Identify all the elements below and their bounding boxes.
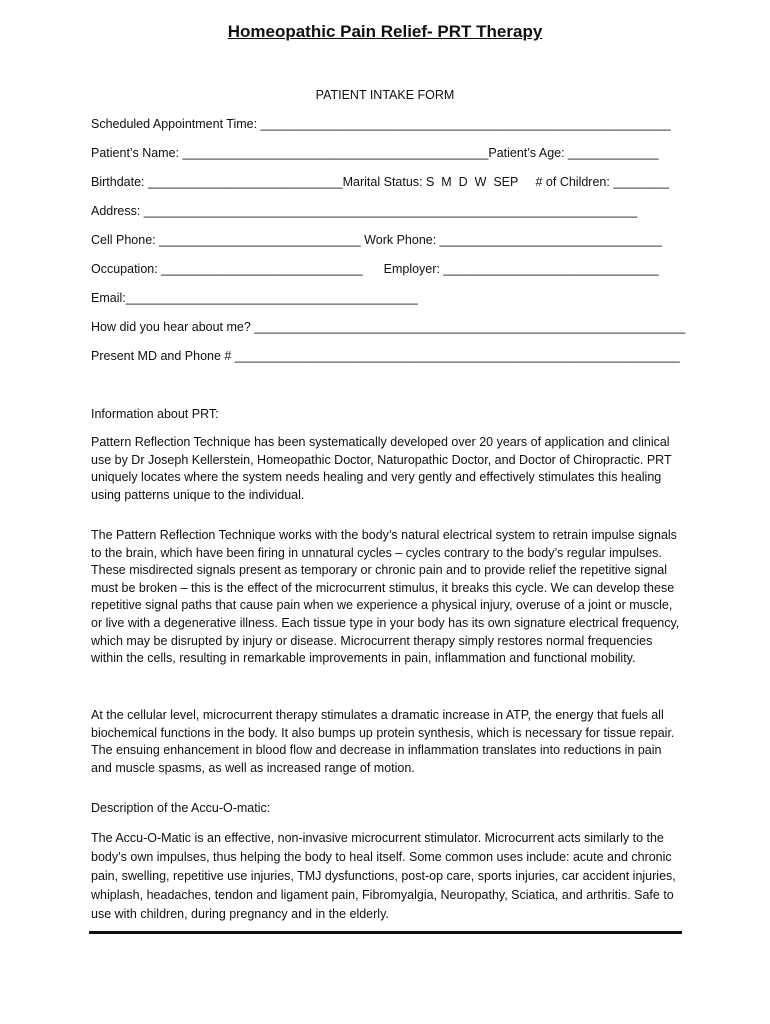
bottom-divider bbox=[89, 931, 682, 934]
appointment-field[interactable]: Scheduled Appointment Time: ___________________________________________________________ bbox=[91, 117, 671, 131]
phones-field[interactable]: Cell Phone: _____________________________ Work Phone: ________________________________ bbox=[91, 233, 663, 247]
prt-paragraph-1: Pattern Reflection Technique has been systematically developed over 20 years of application and clinical use by Dr Joseph Kellerstein, Homeopathic Doctor, Naturopathic Doctor, and Doctor of Chiropractic. PRT uniquely locates where the system needs healing and very gently and effectively stimulates this healing using patterns unique to the individual. bbox=[91, 435, 672, 502]
name-age-field[interactable]: Patient’s Name: ____________________________________________Patient’s Age: _____________ bbox=[91, 146, 659, 160]
accu-heading: Description of the Accu-O-matic: bbox=[91, 801, 271, 815]
accu-paragraph: The Accu-O-Matic is an effective, non-invasive microcurrent stimulator. Microcurrent acts similarly to the body’s own impulses, thus helping the body to heal itself. Some common uses include: acute and chronic pain, swelling, repetitive use injuries, TMJ dysfunctions, post-op care, sports injuries, car accident injuries, whiplash, headaches, tendon and ligament pain, Fibromyalgia, Neuropathy, Sciatica, and arthritis. Safe to use with children, during pregnancy and in the elderly. bbox=[91, 831, 676, 921]
prt-paragraph-2: The Pattern Reflection Technique works with the body’s natural electrical system to retrain impulse signals to the brain, which have been firing in unnatural cycles – cycles contrary to the body’s regular impulses. These misdirected signals present as temporary or chronic pain and to provide relief the repetitive signal must be broken – this is the effect of the microcurrent stimulus, it breaks this cycle. We can develop these repetitive signal paths that cause pain when we experience a physical injury, overuse of a joint or muscle, or live with a degenerative illness. Each tissue type in your body has its own signature electrical frequency, which may be disrupted by injury or disease. Microcurrent therapy simply restores normal frequencies within the cells, resulting in remarkable improvements in pain, inflammation and functional mobility. bbox=[91, 528, 680, 666]
birthdate-marital-field[interactable]: Birthdate: ____________________________Marital Status: S M D W SEP # of Children: ________ bbox=[91, 175, 669, 189]
address-field[interactable]: Address: _______________________________________________________________________ bbox=[91, 204, 638, 218]
referral-field[interactable]: How did you hear about me? ______________________________________________________________ bbox=[91, 320, 686, 334]
document-title: Homeopathic Pain Relief- PRT Therapy bbox=[227, 22, 543, 41]
email-field[interactable]: Email:__________________________________________ bbox=[91, 291, 418, 305]
prt-paragraph-3: At the cellular level, microcurrent therapy stimulates a dramatic increase in ATP, the energy that fuels all biochemical functions in the body. It also bumps up protein synthesis, which is necessary for tissue repair. The ensuing enhancement in blood flow and decrease in inflammation translates into reductions in pain and muscle spasms, as well as increased range of motion. bbox=[91, 708, 675, 775]
form-title: PATIENT INTAKE FORM bbox=[315, 88, 455, 102]
occupation-employer-field[interactable]: Occupation: _____________________________ Employer: _______________________________ bbox=[91, 262, 659, 276]
md-phone-field[interactable]: Present MD and Phone # ________________________________________________________________ bbox=[91, 349, 680, 363]
prt-heading: Information about PRT: bbox=[91, 407, 219, 421]
